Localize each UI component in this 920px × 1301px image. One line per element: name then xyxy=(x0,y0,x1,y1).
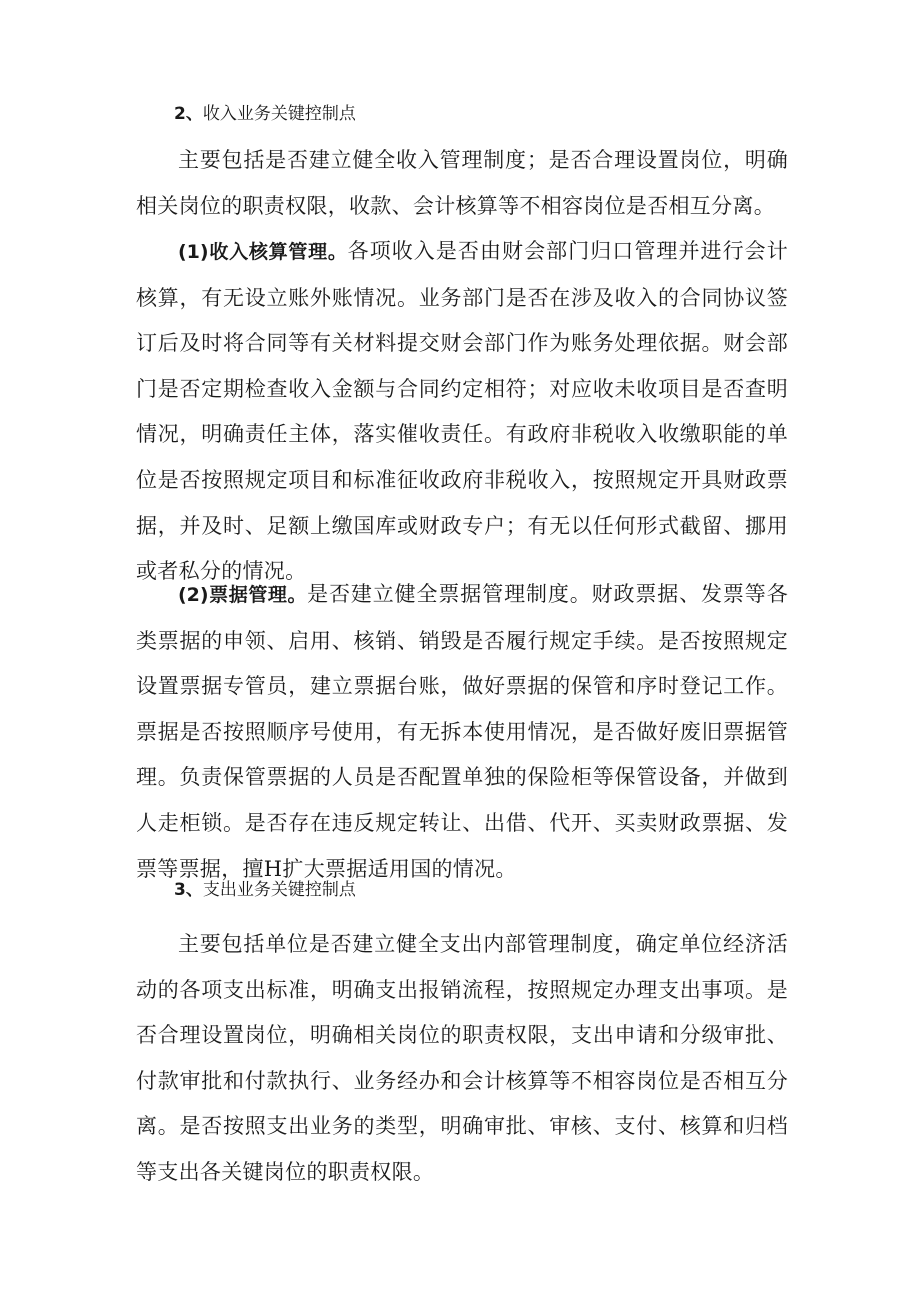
paragraph-income-intro: 主要包括是否建立健全收入管理制度；是否合理设置岗位，明确相关岗位的职责权限，收款、会计核算等不相容岗位是否相互分离。 xyxy=(136,148,788,218)
item-lead: (2)票据管理。 xyxy=(178,584,308,606)
paragraph-income-accounting xyxy=(136,229,788,595)
section-number: 3、 xyxy=(174,880,203,900)
section-number: 2、 xyxy=(174,104,203,124)
section-heading-expense xyxy=(174,879,356,901)
section-title: 收入业务关键控制点 xyxy=(202,104,356,124)
paragraph-bill-management xyxy=(136,572,788,892)
item-text: 是否建立健全票据管理制度。财政票据、发票等各类票据的申领、启用、核销、销毁是否履行规定手续。是否按照规定设置票据专管员，建立票据台账，做好票据的保管和序时登记工作。票据是否按照顺序号使用，有无拆本使用情况，是否做好废旧票据管理。负责保管票据的人员是否配置单独的保险柜等保管设备，并做到人走柜锁。是否存在违反规定转让、出借、代开、买卖财政票据、发票等票据，擅H扩大票据适用国的情况。 xyxy=(136,582,788,881)
paragraph-expense-intro: 主要包括单位是否建立健全支出内部管理制度，确定单位经济活动的各项支出标准，明确支出报销流程，按照规定办理支出事项。是否合理设置岗位，明确相关岗位的职责权限，支出申请和分级审批、付款审批和付款执行、业务经办和会计核算等不相容岗位是否相互分离。是否按照支出业务的类型，明确审批、审核、支付、核算和归档等支出各关键岗位的职责权限。 xyxy=(136,932,788,1184)
item-lead: (1)收入核算管理。 xyxy=(178,241,348,263)
item-text: 各项收入是否由财会部门归口管理并进行会计核算，有无设立账外账情况。业务部门是否在涉及收入的合同协议签订后及时将合同等有关材料提交财会部门作为账务处理依据。财会部门是否定期检查收入金额与合同约定相符；对应收未收项目是否查明情况，明确责任主体，落实催收责任。有政府非税收入收缴职能的单位是否按照规定项目和标准征收政府非税收入，按照规定开具财政票据，并及时、足额上缴国库或财政专户；有无以任何形式截留、挪用或者私分的情况。 xyxy=(136,239,788,584)
section-heading-income xyxy=(174,103,356,125)
section-title: 支出业务关键控制点 xyxy=(202,880,356,900)
